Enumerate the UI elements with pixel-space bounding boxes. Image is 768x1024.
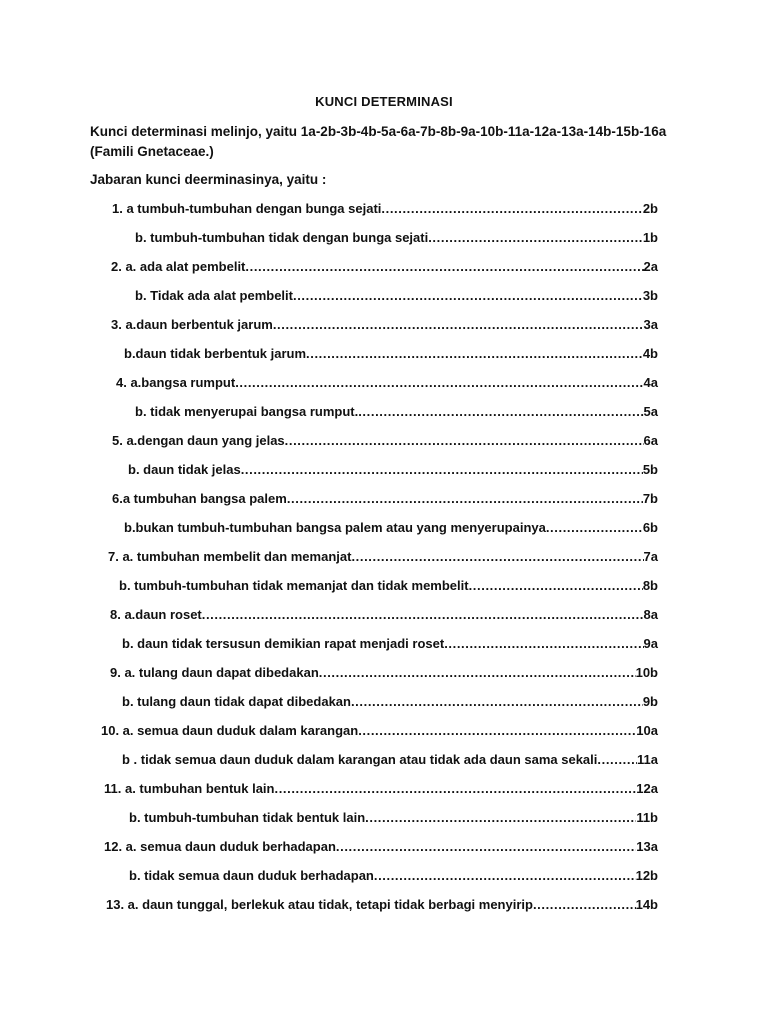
- leader-dots: [533, 896, 636, 914]
- key-entry-result: 5b: [642, 462, 658, 477]
- key-entry-5a: [112, 432, 658, 450]
- key-entry-12a: [104, 838, 658, 856]
- key-entry-text: 3. a.daun berbentuk jarum: [111, 317, 273, 332]
- leader-dots: [273, 316, 644, 334]
- key-entry-text: 8. a.daun roset: [110, 607, 202, 622]
- leader-dots: [241, 461, 643, 479]
- key-entry-1b: [135, 229, 658, 247]
- key-entry-result: 4b: [642, 346, 658, 361]
- key-entry-text: b.daun tidak berbentuk jarum: [124, 346, 307, 361]
- key-entry-9b: [122, 693, 658, 711]
- key-entry-result: 3b: [642, 288, 658, 303]
- leader-dots: [202, 606, 644, 624]
- key-entry-result: 8a: [643, 607, 658, 622]
- key-entry-result: 8b: [642, 578, 658, 593]
- key-entry-text: b.bukan tumbuh-tumbuhan bangsa palem atau yang menyerupainya: [124, 520, 546, 535]
- leader-dots: [381, 200, 642, 218]
- key-entry-6b: [124, 519, 658, 537]
- key-entry-1a: [112, 200, 658, 218]
- leader-dots: [306, 345, 643, 363]
- key-entry-text: b. Tidak ada alat pembelit: [135, 288, 293, 303]
- key-entry-10a: [101, 722, 658, 740]
- key-entry-result: 7a: [643, 549, 658, 564]
- key-entry-text: b . tidak semua daun duduk dalam karangan atau tidak ada daun sama sekali: [122, 752, 598, 767]
- leader-dots: [358, 722, 636, 740]
- key-entry-8a: [110, 606, 658, 624]
- key-entry-result: 9b: [642, 694, 658, 709]
- key-entry-text: b. daun tidak tersusun demikian rapat menjadi roset: [122, 636, 445, 651]
- key-entry-text: b. tumbuh-tumbuhan tidak dengan bunga sejati: [135, 230, 429, 245]
- key-entry-text: 10. a. semua daun duduk dalam karangan: [101, 723, 359, 738]
- key-entry-result: 2a: [643, 259, 658, 274]
- key-entry-text: 1. a tumbuh-tumbuhan dengan bunga sejati: [112, 201, 382, 216]
- leader-dots: [274, 780, 636, 798]
- leader-dots: [245, 258, 643, 276]
- key-entry-text: 5. a.dengan daun yang jelas: [112, 433, 285, 448]
- key-entry-result: 11a: [637, 752, 658, 767]
- key-entry-result: 10a: [636, 723, 658, 738]
- intro-line-explanation: Jabaran kunci deerminasinya, yaitu :: [90, 172, 327, 187]
- document-title: KUNCI DETERMINASI: [315, 94, 453, 109]
- key-entry-text: b. tidak semua daun duduk berhadapan: [129, 868, 374, 883]
- leader-dots: [597, 751, 637, 769]
- key-entry-text: 6.a tumbuhan bangsa palem: [112, 491, 287, 506]
- key-entry-result: 14b: [635, 897, 658, 912]
- key-entry-3b: [124, 345, 658, 363]
- key-entry-text: 11. a. tumbuhan bentuk lain: [104, 781, 275, 796]
- key-entry-text: b. tumbuh-tumbuhan tidak memanjat dan tidak membelit: [119, 578, 469, 593]
- leader-dots: [546, 519, 643, 537]
- key-entry-11b: [129, 809, 658, 827]
- key-entry-text: b. tulang daun tidak dapat dibedakan: [122, 694, 351, 709]
- leader-dots: [351, 693, 643, 711]
- leader-dots: [285, 432, 644, 450]
- key-entry-2a: [111, 258, 658, 276]
- key-entry-text: b. tidak menyerupai bangsa rumput.: [135, 404, 359, 419]
- key-entry-text: 2. a. ada alat pembelit: [111, 259, 246, 274]
- key-entry-4a: [116, 374, 658, 392]
- key-entry-text: b. tumbuh-tumbuhan tidak bentuk lain: [129, 810, 366, 825]
- key-entry-10b: [122, 751, 658, 769]
- leader-dots: [374, 867, 636, 885]
- key-entry-9a: [110, 664, 658, 682]
- key-entry-7b: [119, 577, 658, 595]
- key-entry-text: 13. a. daun tunggal, berlekuk atau tidak, tetapi tidak berbagi menyirip: [106, 897, 533, 912]
- key-entry-result: 6a: [643, 433, 658, 448]
- key-entry-7a: [108, 548, 658, 566]
- leader-dots: [351, 548, 643, 566]
- leader-dots: [444, 635, 643, 653]
- key-entry-result: 12a: [636, 781, 658, 796]
- leader-dots: [365, 809, 636, 827]
- key-entry-result: 6b: [642, 520, 658, 535]
- key-entry-8b: [122, 635, 658, 653]
- key-entry-result: 5a: [643, 404, 658, 419]
- leader-dots: [469, 577, 643, 595]
- key-entry-result: 2b: [642, 201, 658, 216]
- key-entry-2b: [135, 287, 658, 305]
- leader-dots: [336, 838, 636, 856]
- leader-dots: [287, 490, 643, 508]
- key-entry-result: 13a: [636, 839, 658, 854]
- key-entry-6a: [112, 490, 658, 508]
- key-entry-result: 7b: [642, 491, 658, 506]
- key-entry-result: 11b: [636, 810, 658, 825]
- key-entry-4b: [135, 403, 658, 421]
- key-entry-11a: [104, 780, 658, 798]
- key-entry-13a: [106, 896, 658, 914]
- leader-dots: [235, 374, 643, 392]
- key-entry-text: 12. a. semua daun duduk berhadapan: [104, 839, 336, 854]
- key-entry-3a: [111, 316, 658, 334]
- key-entry-result: 12b: [635, 868, 658, 883]
- key-entry-text: 7. a. tumbuhan membelit dan memanjat: [108, 549, 352, 564]
- key-entry-result: 1b: [642, 230, 658, 245]
- key-entry-result: 3a: [643, 317, 658, 332]
- key-entry-result: 4a: [643, 375, 658, 390]
- key-entry-12b: [129, 867, 658, 885]
- key-entry-text: 4. a.bangsa rumput: [116, 375, 236, 390]
- leader-dots: [428, 229, 643, 247]
- key-entry-text: b. daun tidak jelas: [128, 462, 241, 477]
- leader-dots: [319, 664, 636, 682]
- leader-dots: [358, 403, 643, 421]
- leader-dots: [293, 287, 643, 305]
- key-entry-result: 10b: [635, 665, 658, 680]
- key-entry-text: 9. a. tulang daun dapat dibedakan: [110, 665, 319, 680]
- intro-line-determination: Kunci determinasi melinjo, yaitu 1a-2b-3b-4b-5a-6a-7b-8b-9a-10b-11a-12a-13a-14b-15b-16a (Famili Gnetaceae.): [90, 124, 667, 159]
- key-entry-result: 9a: [643, 636, 658, 651]
- key-entry-5b: [128, 461, 658, 479]
